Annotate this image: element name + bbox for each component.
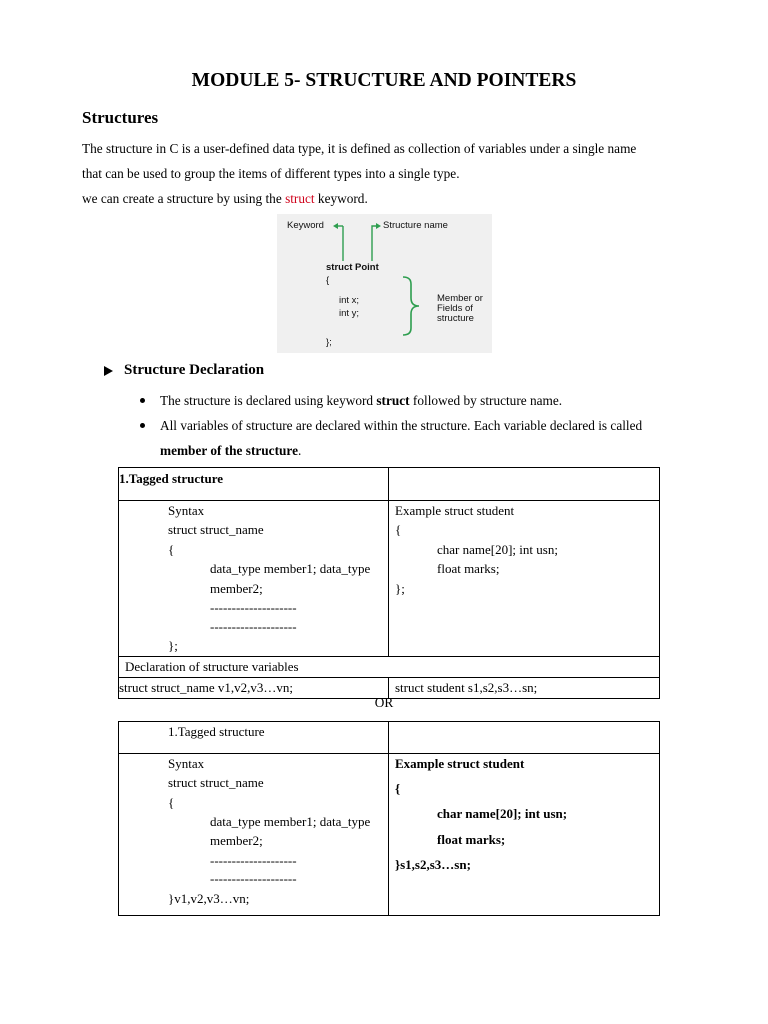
table1-syntax-cell: Syntax struct struct_name { data_type member1; data_type member2; -------------------- -------------------- };	[119, 501, 389, 657]
or-separator: OR	[374, 695, 394, 710]
table1-header-empty	[389, 468, 660, 501]
table2-header: 1.Tagged structure	[119, 722, 389, 754]
code-close: };	[326, 337, 332, 348]
brace-label-3: structure	[437, 313, 474, 324]
table1-example-cell: Example struct student { char name[20]; int usn; float marks; };	[389, 501, 660, 657]
page-title: MODULE 5- STRUCTURE AND POINTERS	[191, 70, 577, 91]
bullet-item: The structure is declared using keyword struct followed by structure name.	[140, 388, 700, 413]
table1-header: 1.Tagged structure	[119, 468, 389, 501]
arrow-bullet-icon	[104, 366, 113, 376]
structure-name-label: Structure name	[383, 220, 448, 231]
table2-header-empty	[389, 722, 660, 754]
declaration-bullets	[140, 388, 700, 463]
intro-line-1: The structure in C is a user-defined data type, it is defined as collection of variables under a single name	[82, 141, 637, 156]
bullet-item: All variables of structure are declared within the structure. Each variable declared is called member of the structure.	[140, 413, 700, 463]
brace-label-2: Fields of	[437, 303, 473, 314]
declaration-heading: Structure Declaration	[104, 362, 264, 379]
table2-syntax-cell: Syntax struct struct_name { data_type member1; data_type member2; -------------------- -------------------- }v1,v2,v3…vn;	[119, 754, 389, 916]
intro-line-2: that can be used to group the items of different types into a single type.	[82, 166, 460, 181]
code-member-1: int x;	[339, 295, 360, 306]
code-member-2: int y;	[339, 308, 360, 319]
tagged-structure-table-1	[118, 467, 660, 699]
code-head: struct Point	[326, 262, 379, 273]
diagram-lines	[277, 214, 492, 353]
code-open-brace: {	[326, 275, 330, 286]
keyword-label: Keyword	[287, 220, 324, 231]
intro-line-3: we can create a structure by using the struct keyword.	[82, 191, 368, 206]
table1-decl-right: struct student s1,s2,s3…sn;	[389, 678, 660, 699]
struct-keyword: struct	[285, 191, 315, 206]
table2-example-cell: Example struct student { char name[20]; int usn; float marks; }s1,s2,s3…sn;	[389, 754, 660, 916]
section-heading: Structures	[82, 108, 159, 127]
struct-diagram	[277, 214, 492, 353]
table1-decl-left: struct struct_name v1,v2,v3…vn;	[119, 678, 389, 699]
bullet-dot-icon	[140, 398, 145, 403]
table1-decl-label: Declaration of structure variables	[119, 657, 660, 678]
brace-label-1: Member or	[437, 293, 483, 304]
bullet-dot-icon	[140, 423, 145, 428]
tagged-structure-table-2	[118, 721, 660, 916]
